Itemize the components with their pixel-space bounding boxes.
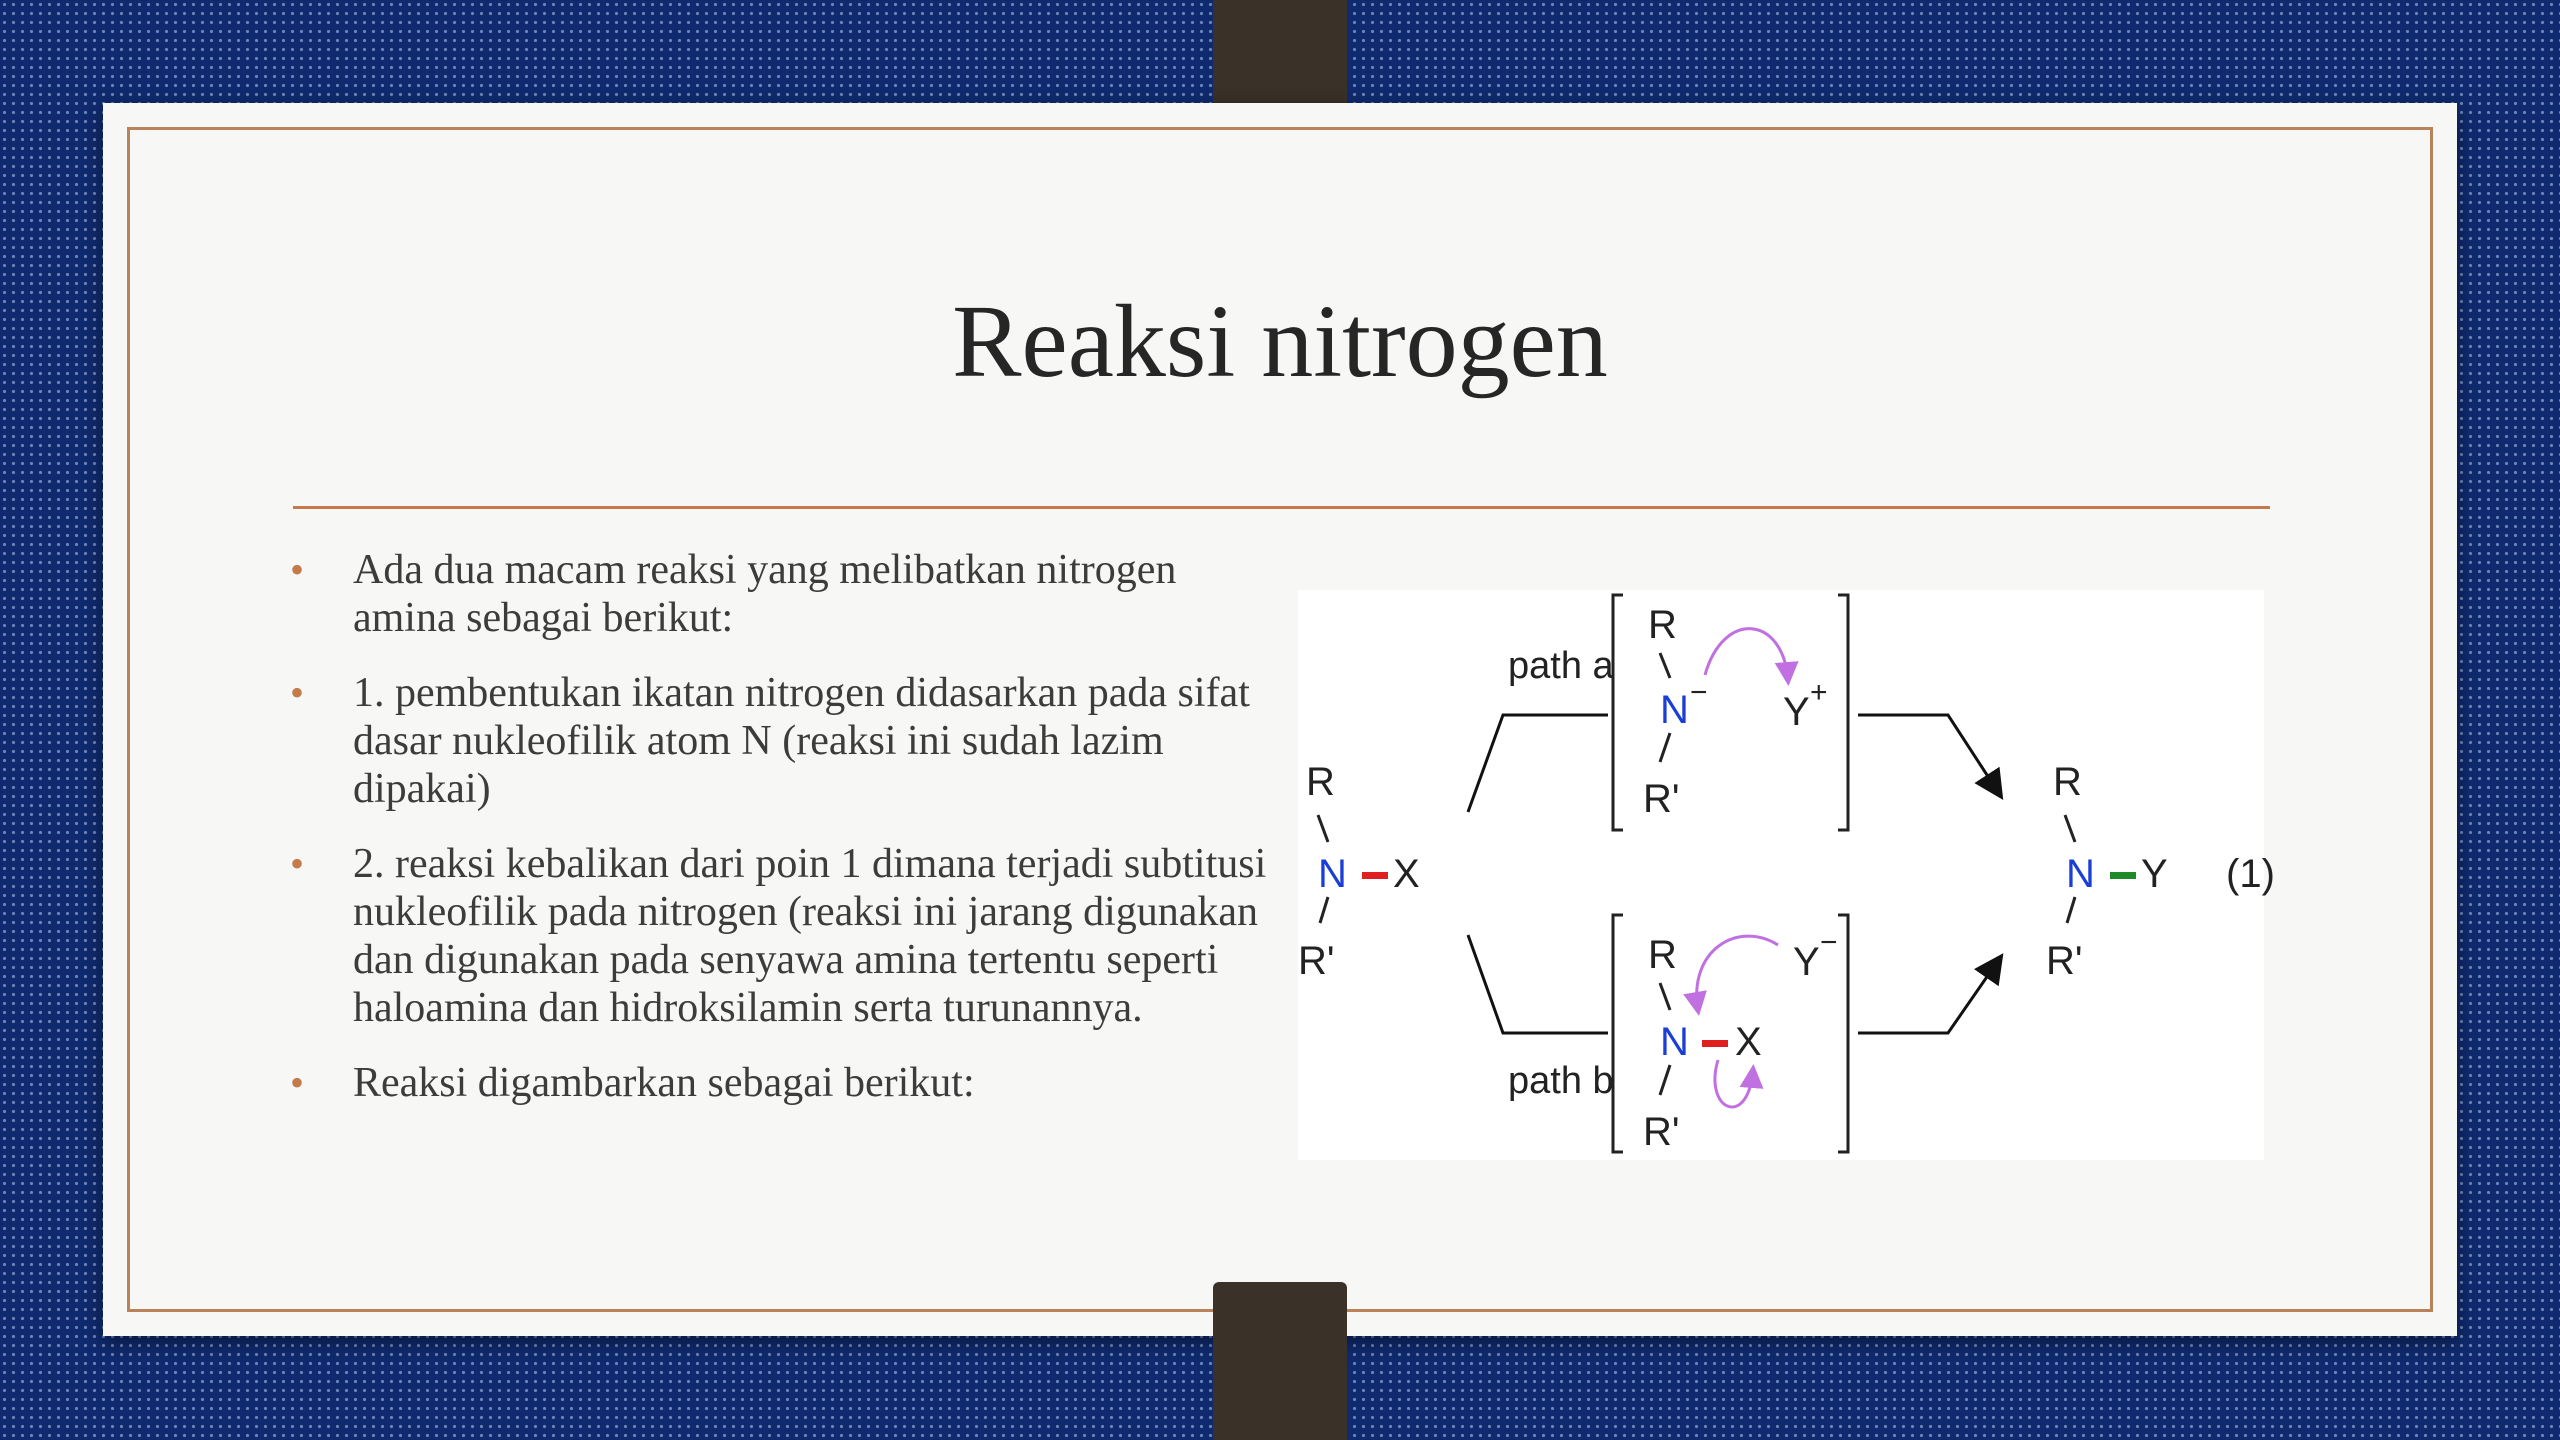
intermediate-b-bond-Rprime	[1660, 1065, 1670, 1095]
intermediate-b-Y: Y	[1793, 940, 1820, 984]
path-b-line	[1468, 935, 1608, 1033]
title-divider	[293, 506, 2270, 509]
intermediate-b-X: X	[1735, 1020, 1762, 1064]
product-NY-bond	[2110, 872, 2136, 879]
bracket-a-right	[1838, 595, 1848, 830]
bracket-b-right	[1838, 915, 1848, 1152]
equation-number: (1)	[2226, 852, 2275, 896]
bullet-list	[290, 546, 1270, 1134]
bullet-icon: •	[290, 547, 305, 592]
bullet-icon: •	[290, 670, 305, 715]
intermediate-a-charge: −	[1690, 676, 1708, 709]
bullet-text: Ada dua macam reaksi yang melibatkan nitrogen amina sebagai berikut:	[353, 547, 1177, 641]
path-b-arrow	[1858, 958, 2000, 1033]
product-Rprime: R'	[2046, 939, 2083, 983]
product-bond-R	[2065, 815, 2075, 842]
intermediate-a-R: R	[1648, 603, 1677, 647]
reactant-X: X	[1393, 852, 1420, 896]
bullet-item	[290, 546, 1270, 642]
bullet-item	[290, 1059, 1270, 1107]
intermediate-a-Y: Y	[1783, 690, 1810, 734]
product-N: N	[2066, 852, 2095, 896]
reactant-bond-R	[1318, 815, 1328, 842]
binder-clip-bottom	[1213, 1282, 1347, 1440]
product-bond-Rprime	[2067, 897, 2075, 923]
intermediate-b-Y-charge: −	[1820, 926, 1838, 959]
reactant-N: N	[1318, 852, 1347, 896]
reactant-bond-Rprime	[1320, 897, 1328, 923]
path-a-label: path a	[1508, 645, 1614, 687]
electron-arrow-b-attack	[1697, 936, 1778, 1010]
intermediate-b-bond-R	[1660, 983, 1670, 1010]
intermediate-b-Rprime: R'	[1643, 1110, 1680, 1154]
intermediate-a-Rprime: R'	[1643, 777, 1680, 821]
bullet-icon: •	[290, 1060, 305, 1105]
reaction-diagram	[1298, 590, 2275, 1160]
reactant-Rprime: R'	[1298, 939, 1335, 983]
path-a-line	[1468, 715, 1608, 812]
bullet-icon: •	[290, 841, 305, 886]
bullet-item	[290, 840, 1270, 1032]
bracket-a-left	[1613, 595, 1623, 830]
electron-arrow-b-leaving	[1715, 1060, 1753, 1107]
slide-title: Reaksi nitrogen	[952, 284, 1608, 399]
intermediate-a-N: N	[1660, 688, 1689, 732]
bullet-text: 2. reaksi kebalikan dari poin 1 dimana terjadi subtitusi nukleofilik pada nitrogen (reaksi ini jarang digunakan dan digunakan pada senyawa amina tertentu seperti haloamina dan hidroksilamin serta turunannya.	[353, 841, 1267, 1031]
bracket-b-left	[1613, 915, 1623, 1152]
reactant-R: R	[1306, 760, 1335, 804]
product-R: R	[2053, 760, 2082, 804]
product-Y: Y	[2141, 852, 2168, 896]
reaction-scheme	[1298, 590, 2275, 1160]
intermediate-b-R: R	[1648, 933, 1677, 977]
intermediate-a-bond-Rprime	[1660, 733, 1670, 762]
intermediate-b-N: N	[1660, 1020, 1689, 1064]
bullet-item	[290, 669, 1270, 813]
reactant-NX-bond	[1362, 872, 1388, 879]
bullet-text: 1. pembentukan ikatan nitrogen didasarkan pada sifat dasar nukleofilik atom N (reaksi ini sudah lazim dipakai)	[353, 670, 1250, 812]
intermediate-a-Y-charge: +	[1810, 676, 1828, 709]
path-b-label: path b	[1508, 1060, 1614, 1102]
bullet-text: Reaksi digambarkan sebagai berikut:	[353, 1060, 975, 1106]
path-a-arrow	[1858, 715, 2000, 795]
intermediate-b-NX-bond	[1702, 1040, 1728, 1047]
intermediate-a-bond-R	[1660, 653, 1670, 678]
electron-arrow-a	[1705, 629, 1788, 680]
